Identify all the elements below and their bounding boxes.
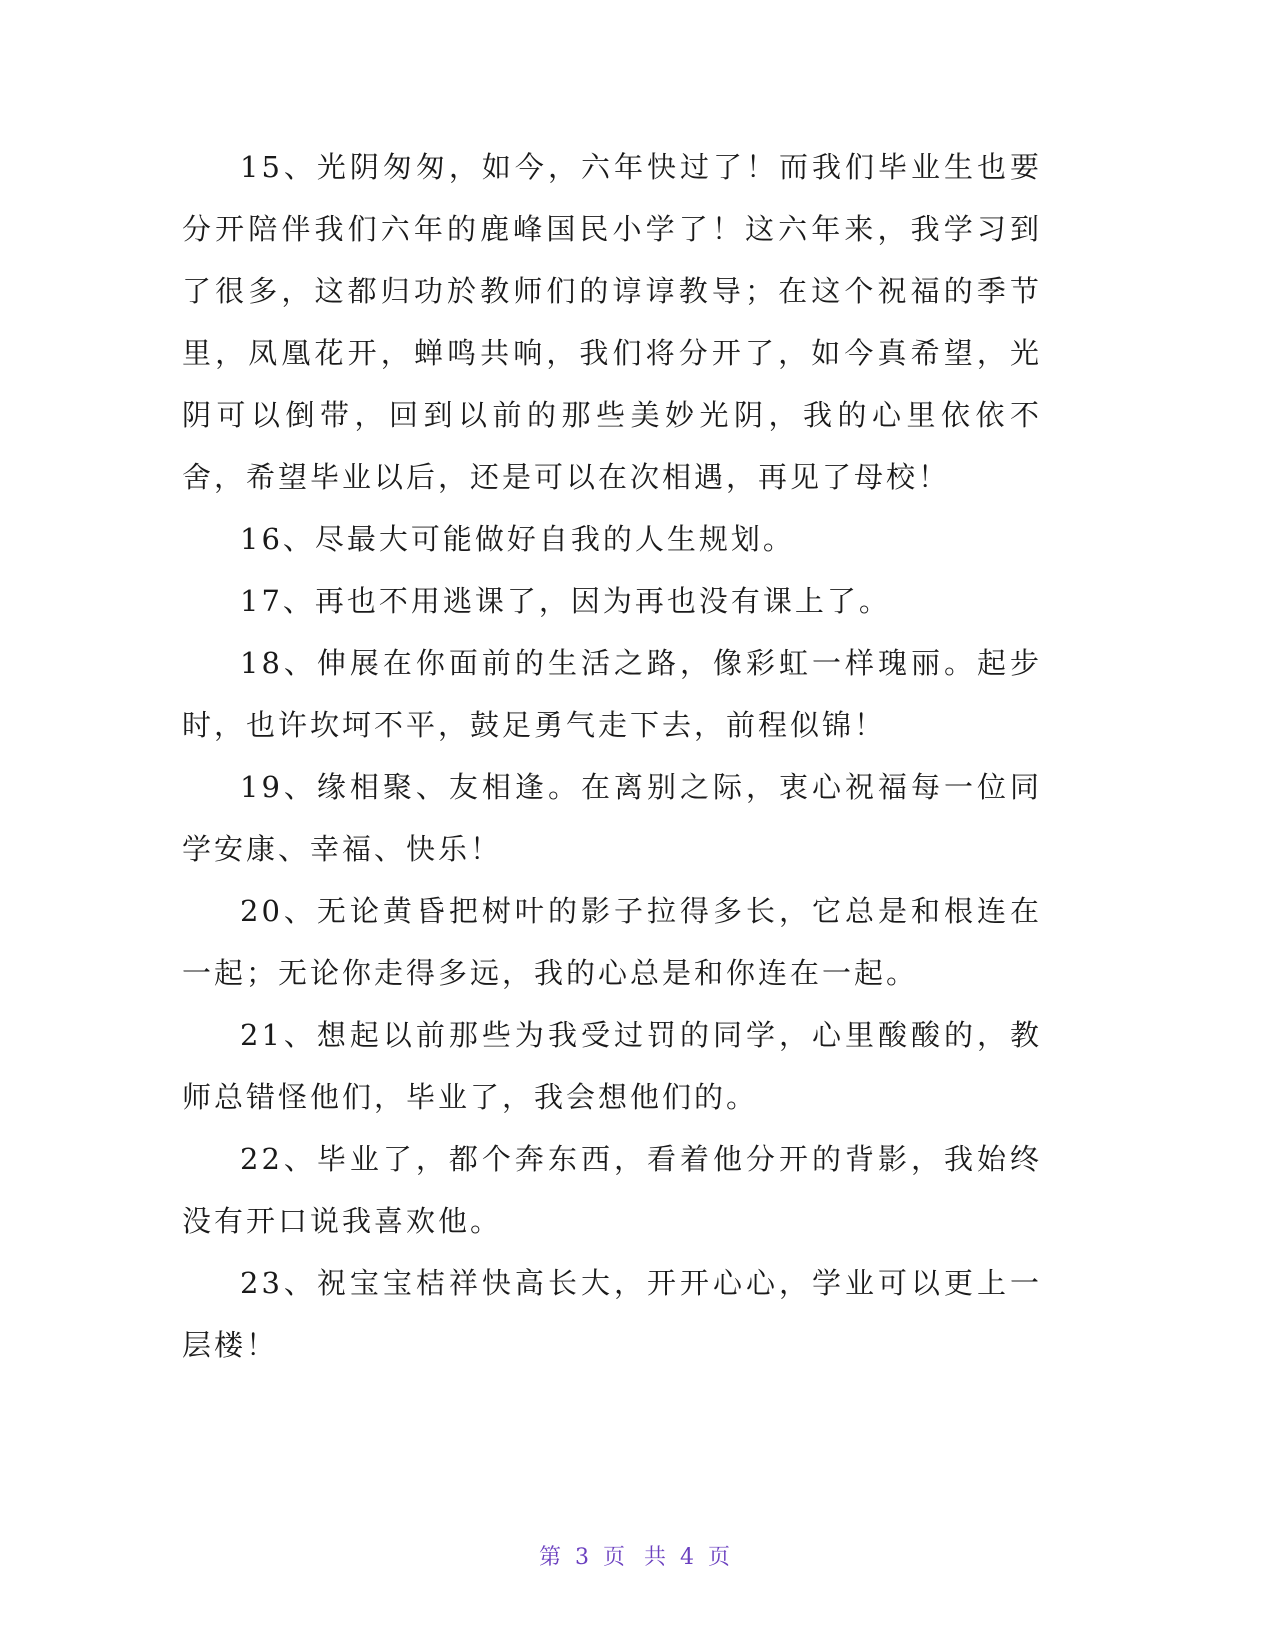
total-pages-number: 4: [680, 1545, 700, 1570]
page-footer: [0, 1540, 1275, 1571]
paragraph-22: 22、毕业了，都个奔东西，看着他分开的背影，我始终没有开口说我喜欢他。: [182, 1142, 1042, 1238]
paragraph-23: 23、祝宝宝桔祥快高长大，开开心心，学业可以更上一层楼！: [182, 1266, 1042, 1362]
paragraph-17: 17、再也不用逃课了，因为再也没有课上了。: [240, 584, 891, 618]
paragraph-21: 21、想起以前那些为我受过罚的同学，心里酸酸的，教师总错怪他们，毕业了，我会想他们的。: [182, 1018, 1042, 1114]
paragraph-20: 20、无论黄昏把树叶的影子拉得多长，它总是和根连在一起；无论你走得多远，我的心总是和你连在一起。: [182, 894, 1042, 990]
footer-prefix: 第: [538, 1545, 567, 1570]
paragraph-16: 16、尽最大可能做好自我的人生规划。: [240, 522, 795, 556]
current-page-number: 3: [575, 1545, 595, 1570]
paragraph-19: 19、缘相聚、友相逢。在离别之际，衷心祝福每一位同学安康、幸福、快乐！: [182, 770, 1042, 866]
paragraph-15: 15、光阴匆匆，如今，六年快过了！而我们毕业生也要分开陪伴我们六年的鹿峰国民小学了！这六年来，我学习到了很多，这都归功於教师们的谆谆教导；在这个祝福的季节里，凤凰花开，蝉鸣共响，我们将分开了，如今真希望，光阴可以倒带，回到以前的那些美妙光阴，我的心里依依不舍，希望毕业以后，还是可以在次相遇，再见了母校！: [182, 150, 1042, 494]
footer-middle: 页 共: [603, 1545, 672, 1570]
paragraph-18: 18、伸展在你面前的生活之路，像彩虹一样瑰丽。起步时，也许坎坷不平，鼓足勇气走下去，前程似锦！: [182, 646, 1042, 742]
footer-suffix: 页: [708, 1545, 737, 1570]
document-body: [182, 136, 1042, 1376]
